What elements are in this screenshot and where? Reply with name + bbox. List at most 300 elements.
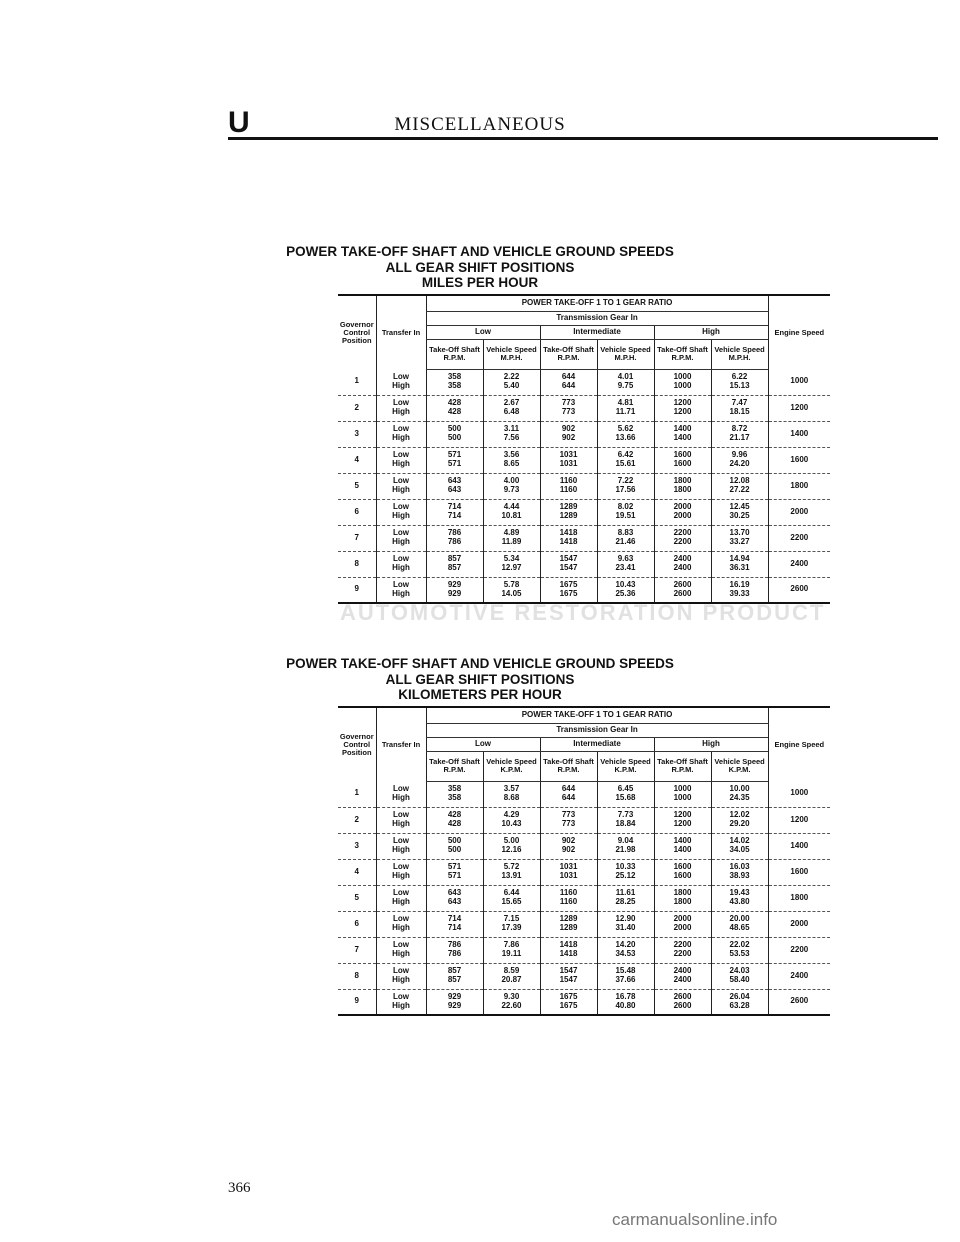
value-low: 644	[561, 784, 576, 794]
value-low: Low	[393, 862, 409, 872]
intermediate-takeoff-rpm	[540, 369, 597, 395]
value-low: Low	[393, 914, 409, 924]
value-low: Low	[393, 836, 409, 846]
gear-high-header: High	[654, 325, 768, 339]
value-high: 786	[447, 949, 462, 958]
value-high: 2600	[673, 588, 692, 598]
transfer-in	[376, 395, 426, 421]
intermediate-takeoff-rpm	[540, 989, 597, 1015]
governor-header-text: Governor Control Position	[339, 319, 374, 345]
value-high: 1547	[559, 975, 578, 984]
value-low: 1547	[559, 966, 578, 976]
transfer-in	[376, 525, 426, 551]
low-vehicle-speed	[483, 807, 540, 833]
table-row	[338, 473, 830, 499]
intermediate-vehicle-speed	[597, 833, 654, 859]
pto-ratio-header: POWER TAKE-OFF 1 TO 1 GEAR RATIO	[426, 707, 768, 723]
value-low: Low	[393, 810, 409, 820]
value-high: 25.36	[615, 588, 636, 598]
value-low: Low	[393, 502, 409, 512]
value-high: 18.15	[729, 407, 750, 416]
value-low: 643	[447, 476, 462, 486]
engine-speed: 1600	[768, 447, 830, 473]
value-high: 9.75	[617, 381, 634, 390]
table-row	[338, 989, 830, 1015]
value-high: 428	[447, 819, 462, 828]
watermark: AUTOMOTIVE RESTORATION PRODUCT	[340, 600, 826, 625]
value-high: 15.68	[615, 793, 636, 802]
low-takeoff-rpm	[426, 421, 483, 447]
transfer-in	[376, 807, 426, 833]
low-vehicle-speed	[483, 963, 540, 989]
value-low: 4.44	[503, 502, 520, 512]
value-high: High	[392, 537, 410, 546]
value-low: Low	[393, 424, 409, 434]
transfer-in	[376, 447, 426, 473]
value-low: 8.72	[731, 424, 748, 434]
takeoff-rpm-header: Take-Off Shaft R.P.M.	[654, 339, 711, 369]
governor-position: 8	[338, 551, 376, 577]
value-high: 63.28	[729, 1000, 750, 1010]
value-high: 17.39	[501, 923, 522, 932]
value-low: 22.02	[729, 940, 750, 950]
low-vehicle-speed	[483, 989, 540, 1015]
low-vehicle-speed	[483, 447, 540, 473]
low-takeoff-rpm	[426, 937, 483, 963]
value-low: 3.11	[503, 424, 520, 434]
intermediate-vehicle-speed	[597, 369, 654, 395]
high-takeoff-rpm	[654, 525, 711, 551]
value-high: High	[392, 563, 410, 572]
value-high: 1600	[673, 459, 692, 468]
value-high: 30.25	[729, 511, 750, 520]
value-low: 1289	[559, 502, 578, 512]
governor-position: 7	[338, 937, 376, 963]
high-takeoff-rpm	[654, 369, 711, 395]
value-low: Low	[393, 554, 409, 564]
value-low: 4.01	[617, 372, 634, 382]
value-low: 16.19	[729, 580, 750, 590]
low-takeoff-rpm	[426, 395, 483, 421]
value-low: 358	[447, 784, 462, 794]
value-high: 7.56	[503, 433, 520, 442]
low-vehicle-speed	[483, 911, 540, 937]
value-low: 1418	[559, 940, 578, 950]
gear-low-header: Low	[426, 737, 540, 751]
value-high: 643	[447, 485, 462, 494]
value-high: 18.84	[615, 819, 636, 828]
value-low: 1800	[673, 888, 692, 898]
low-takeoff-rpm	[426, 525, 483, 551]
engine-speed: 2200	[768, 525, 830, 551]
value-high: 11.71	[615, 407, 636, 416]
value-low: 14.20	[615, 940, 636, 950]
engine-header-text: Engine Speed	[774, 739, 825, 749]
value-high: 428	[447, 407, 462, 416]
governor-position: 5	[338, 885, 376, 911]
value-high: 39.33	[729, 588, 750, 598]
value-high: 358	[447, 381, 462, 390]
value-low: 2400	[673, 966, 692, 976]
footer-site-link[interactable]: carmanualsonline.info	[612, 1210, 778, 1229]
value-high: 857	[447, 563, 462, 572]
table-title-kph	[0, 656, 960, 703]
intermediate-takeoff-rpm	[540, 833, 597, 859]
value-low: 786	[447, 528, 462, 538]
table-row	[338, 421, 830, 447]
value-high: 13.91	[501, 871, 522, 880]
value-high: High	[392, 949, 410, 958]
governor-position: 2	[338, 395, 376, 421]
value-high: 24.35	[729, 793, 750, 802]
value-high: 37.66	[615, 975, 636, 984]
value-high: 25.12	[615, 871, 636, 880]
value-high: 10.81	[501, 511, 522, 520]
governor-header-text: Governor Control Position	[339, 731, 374, 757]
table-row	[338, 807, 830, 833]
value-low: 1031	[559, 862, 578, 872]
low-vehicle-speed	[483, 421, 540, 447]
low-takeoff-rpm	[426, 369, 483, 395]
value-low: Low	[393, 450, 409, 460]
value-low: 6.42	[617, 450, 634, 460]
transfer-in	[376, 911, 426, 937]
value-low: 929	[447, 992, 462, 1002]
low-vehicle-speed	[483, 369, 540, 395]
intermediate-takeoff-rpm	[540, 577, 597, 603]
value-low: 857	[447, 966, 462, 976]
value-high: High	[392, 380, 410, 390]
vehicle-speed-header: Vehicle Speed K.P.M.	[597, 751, 654, 781]
value-high: 929	[447, 588, 462, 598]
governor-position: 4	[338, 859, 376, 885]
value-high: 2200	[673, 949, 692, 958]
value-low: 10.33	[615, 862, 636, 872]
value-low: 1200	[673, 810, 692, 820]
value-high: 358	[447, 793, 462, 802]
governor-position: 5	[338, 473, 376, 499]
gear-intermediate-header: Intermediate	[540, 737, 654, 751]
value-low: 1800	[673, 476, 692, 486]
high-vehicle-speed	[711, 807, 768, 833]
intermediate-takeoff-rpm	[540, 963, 597, 989]
value-low: 12.90	[615, 914, 636, 924]
engine-speed: 2000	[768, 911, 830, 937]
low-takeoff-rpm	[426, 499, 483, 525]
value-high: 8.68	[503, 793, 520, 802]
value-high: High	[392, 792, 410, 802]
engine-speed: 2600	[768, 577, 830, 603]
value-high: 58.40	[729, 975, 750, 984]
value-high: High	[392, 897, 410, 906]
value-low: 4.29	[503, 810, 520, 820]
value-low: 9.63	[617, 554, 634, 564]
value-high: 15.13	[729, 381, 750, 390]
value-low: 6.22	[731, 372, 748, 382]
governor-position: 2	[338, 807, 376, 833]
intermediate-vehicle-speed	[597, 859, 654, 885]
value-low: 3.57	[503, 784, 520, 794]
value-high: 36.31	[729, 563, 750, 572]
value-low: 12.08	[729, 476, 750, 486]
governor-position: 4	[338, 447, 376, 473]
value-high: 643	[447, 897, 462, 906]
value-high: 1289	[559, 923, 578, 932]
low-vehicle-speed	[483, 833, 540, 859]
value-high: 786	[447, 537, 462, 546]
intermediate-vehicle-speed	[597, 395, 654, 421]
value-low: 7.86	[503, 940, 520, 950]
value-high: 902	[561, 845, 576, 854]
value-low: 12.45	[729, 502, 750, 512]
low-vehicle-speed	[483, 781, 540, 807]
value-high: High	[392, 975, 410, 984]
value-low: 643	[447, 888, 462, 898]
value-low: 1160	[559, 476, 578, 486]
low-vehicle-speed	[483, 395, 540, 421]
value-low: 1418	[559, 528, 578, 538]
value-high: 1600	[673, 871, 692, 880]
transfer-in	[376, 499, 426, 525]
high-vehicle-speed	[711, 551, 768, 577]
value-low: 2.67	[503, 398, 520, 408]
engine-speed: 1800	[768, 473, 830, 499]
value-low: 428	[447, 398, 462, 408]
low-takeoff-rpm	[426, 859, 483, 885]
transfer-header	[376, 295, 426, 369]
vehicle-speed-header: Vehicle Speed M.P.H.	[483, 339, 540, 369]
low-takeoff-rpm	[426, 963, 483, 989]
value-low: 2000	[673, 502, 692, 512]
value-high: 1675	[559, 1000, 578, 1010]
engine-speed: 2000	[768, 499, 830, 525]
value-high: 8.65	[503, 459, 520, 468]
intermediate-takeoff-rpm	[540, 807, 597, 833]
value-low: 2600	[673, 580, 692, 590]
table-row	[338, 499, 830, 525]
intermediate-takeoff-rpm	[540, 421, 597, 447]
intermediate-takeoff-rpm	[540, 473, 597, 499]
governor-position: 1	[338, 781, 376, 807]
value-high: 1160	[559, 485, 578, 494]
value-low: 9.96	[731, 450, 748, 460]
value-low: Low	[393, 528, 409, 538]
page-number: 366	[228, 1180, 251, 1196]
value-high: 17.56	[615, 485, 636, 494]
value-high: 1400	[673, 845, 692, 854]
high-vehicle-speed	[711, 525, 768, 551]
value-high: 1000	[673, 793, 692, 802]
intermediate-vehicle-speed	[597, 911, 654, 937]
transfer-in	[376, 421, 426, 447]
value-high: 43.80	[729, 897, 750, 906]
value-low: 5.72	[503, 862, 520, 872]
transfer-header-text: Transfer In	[381, 739, 421, 749]
table-row	[338, 395, 830, 421]
value-high: 1400	[673, 433, 692, 442]
value-low: 902	[561, 836, 576, 846]
gear-intermediate-header: Intermediate	[540, 325, 654, 339]
value-high: High	[392, 459, 410, 468]
value-high: 21.17	[729, 433, 750, 442]
value-high: 1000	[673, 381, 692, 390]
table-row	[338, 833, 830, 859]
high-vehicle-speed	[711, 395, 768, 421]
high-takeoff-rpm	[654, 963, 711, 989]
high-takeoff-rpm	[654, 781, 711, 807]
value-low: 7.15	[503, 914, 520, 924]
value-high: High	[392, 511, 410, 520]
transfer-in	[376, 885, 426, 911]
value-low: 428	[447, 810, 462, 820]
value-high: 1800	[673, 485, 692, 494]
value-low: 1547	[559, 554, 578, 564]
value-high: 773	[561, 819, 576, 828]
takeoff-rpm-header: Take-Off Shaft R.P.M.	[540, 339, 597, 369]
intermediate-takeoff-rpm	[540, 885, 597, 911]
vehicle-speed-header: Vehicle Speed K.P.M.	[711, 751, 768, 781]
value-low: Low	[393, 966, 409, 976]
transmission-gear-header: Transmission Gear In	[426, 311, 768, 325]
low-takeoff-rpm	[426, 447, 483, 473]
table-row	[338, 551, 830, 577]
table-row	[338, 885, 830, 911]
high-takeoff-rpm	[654, 421, 711, 447]
low-vehicle-speed	[483, 937, 540, 963]
intermediate-takeoff-rpm	[540, 551, 597, 577]
value-high: High	[392, 407, 410, 416]
value-high: 53.53	[729, 949, 750, 958]
value-high: 773	[561, 407, 576, 416]
value-high: 34.05	[729, 845, 750, 854]
value-high: 902	[561, 433, 576, 442]
value-low: 5.62	[617, 424, 634, 434]
value-low: 358	[447, 372, 462, 382]
value-high: 2000	[673, 511, 692, 520]
value-high: 2000	[673, 923, 692, 932]
low-takeoff-rpm	[426, 551, 483, 577]
high-takeoff-rpm	[654, 989, 711, 1015]
value-high: 15.61	[615, 459, 636, 468]
high-vehicle-speed	[711, 447, 768, 473]
value-high: 19.51	[615, 511, 636, 520]
value-low: 5.78	[503, 580, 520, 590]
value-high: 13.66	[615, 433, 636, 442]
value-high: High	[392, 923, 410, 932]
high-vehicle-speed	[711, 937, 768, 963]
low-takeoff-rpm	[426, 807, 483, 833]
intermediate-vehicle-speed	[597, 989, 654, 1015]
governor-position: 9	[338, 989, 376, 1015]
value-high: 714	[447, 923, 462, 932]
value-low: 571	[447, 862, 462, 872]
title-line: ALL GEAR SHIFT POSITIONS	[385, 671, 575, 687]
governor-position: 1	[338, 369, 376, 395]
value-low: 12.02	[729, 810, 750, 820]
transfer-in	[376, 473, 426, 499]
value-low: Low	[393, 940, 409, 950]
transfer-in	[376, 859, 426, 885]
value-high: 12.97	[501, 563, 522, 572]
governor-position: 7	[338, 525, 376, 551]
high-takeoff-rpm	[654, 859, 711, 885]
value-low: 24.03	[729, 966, 750, 976]
transfer-in	[376, 577, 426, 603]
value-high: 48.65	[729, 923, 750, 932]
vehicle-speed-header: Vehicle Speed K.P.M.	[483, 751, 540, 781]
title-line: ALL GEAR SHIFT POSITIONS	[385, 259, 575, 275]
high-vehicle-speed	[711, 885, 768, 911]
value-low: Low	[393, 476, 409, 486]
table-row	[338, 859, 830, 885]
governor-position: 3	[338, 833, 376, 859]
pto-ratio-header: POWER TAKE-OFF 1 TO 1 GEAR RATIO	[426, 295, 768, 311]
value-high: 5.40	[503, 381, 520, 390]
transfer-in	[376, 963, 426, 989]
value-high: 1200	[673, 407, 692, 416]
value-low: 16.03	[729, 862, 750, 872]
engine-speed: 1000	[768, 369, 830, 395]
intermediate-vehicle-speed	[597, 499, 654, 525]
engine-speed: 2400	[768, 963, 830, 989]
value-low: 786	[447, 940, 462, 950]
value-low: 2.22	[503, 372, 520, 382]
value-low: 1031	[559, 450, 578, 460]
engine-header	[768, 707, 830, 781]
engine-header	[768, 295, 830, 369]
value-high: 2200	[673, 537, 692, 546]
value-high: 1200	[673, 819, 692, 828]
low-takeoff-rpm	[426, 577, 483, 603]
value-high: 571	[447, 871, 462, 880]
value-high: 12.16	[501, 845, 522, 854]
value-high: 21.98	[615, 845, 636, 854]
value-low: 571	[447, 450, 462, 460]
value-high: 1800	[673, 897, 692, 906]
engine-header-text: Engine Speed	[774, 327, 825, 337]
value-low: 1600	[673, 450, 692, 460]
value-low: 10.43	[615, 580, 636, 590]
high-takeoff-rpm	[654, 807, 711, 833]
value-high: 29.20	[729, 819, 750, 828]
value-high: 1031	[559, 871, 578, 880]
value-low: 20.00	[729, 914, 750, 924]
value-high: 28.25	[615, 897, 636, 906]
intermediate-takeoff-rpm	[540, 781, 597, 807]
value-low: 4.81	[617, 398, 634, 408]
high-takeoff-rpm	[654, 447, 711, 473]
value-low: 15.48	[615, 966, 636, 976]
low-takeoff-rpm	[426, 911, 483, 937]
value-low: 5.34	[503, 554, 520, 564]
value-low: 26.04	[729, 992, 750, 1002]
value-low: 1160	[559, 888, 578, 898]
page-title: MISCELLANEOUS	[394, 114, 566, 135]
value-low: 1600	[673, 862, 692, 872]
value-low: 714	[447, 502, 462, 512]
value-high: High	[392, 871, 410, 880]
value-low: Low	[393, 992, 409, 1002]
value-high: 1160	[559, 897, 578, 906]
value-low: Low	[393, 580, 409, 590]
value-low: Low	[393, 784, 409, 794]
high-vehicle-speed	[711, 963, 768, 989]
value-low: 11.61	[615, 888, 636, 898]
intermediate-takeoff-rpm	[540, 525, 597, 551]
value-high: 31.40	[615, 923, 636, 932]
engine-speed: 1400	[768, 421, 830, 447]
value-high: 571	[447, 459, 462, 468]
